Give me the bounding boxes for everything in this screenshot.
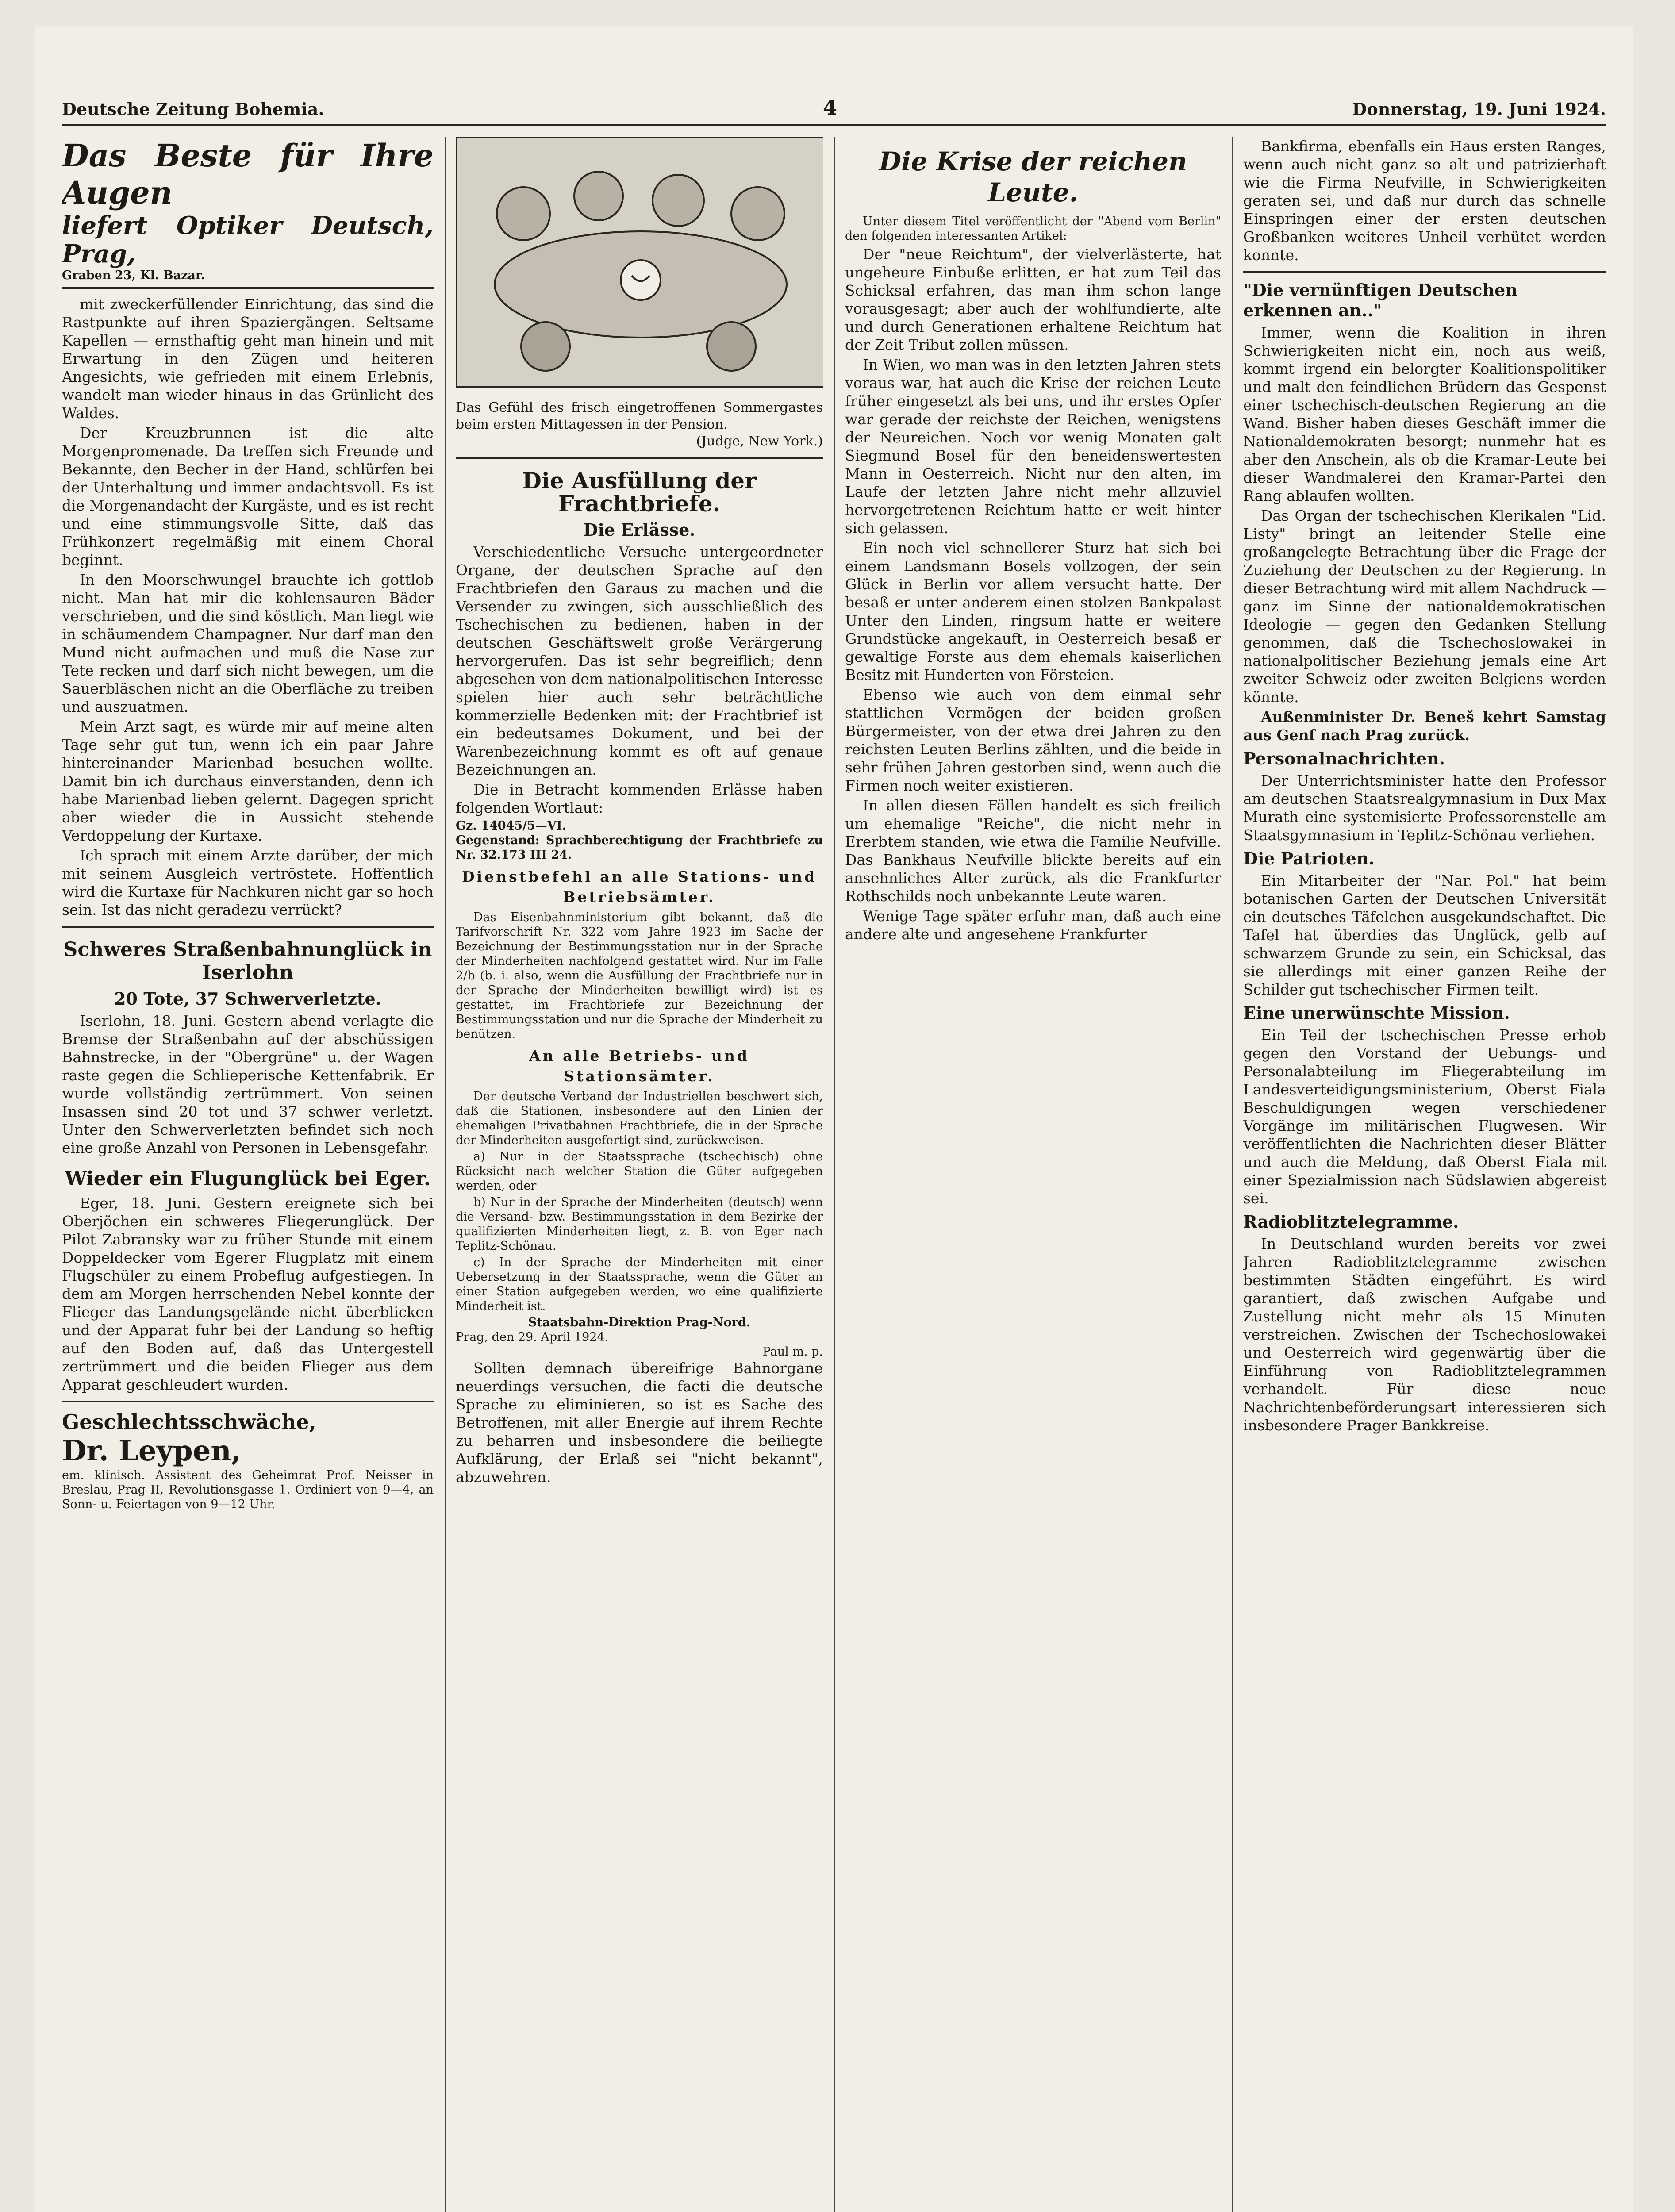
headline-crisis: Die Krise der reichen Leute. xyxy=(879,146,1187,207)
article-text: Verschiedentliche Versuche untergeordneter Organe, der deutschen Sprache auf den Frachtbriefen den Garaus zu machen und die Versender zu zwingen, sich ausschließlich des Tschechischen zu bedienen, haben in der deutschen Geschäftswelt große Verärgerung hervorgerufen. Das ist sehr begreiflich; denn abgesehen von dem nationalpolitischen Interesse spielen hier auch sehr beträchtliche kommerzielle Bedenken mit: der Frachtbrief ist ein bedeutsames Dokument, und bei der Warenbezeichnung kommt es oft auf genaue Bezeichnungen an. xyxy=(456,543,823,778)
article-text: Mein Arzt sagt, es würde mir auf meine alten Tage sehr gut tun, wenn ich ein paar Jahre hintereinander Marienbad besuchen wollte. Damit bin ich durchaus einverstanden, denn ich habe Marienbad lieben gelernt. Dagegen spricht aber wieder die in Aussicht stehende Verdoppelung der Kurtaxe. xyxy=(62,718,434,844)
article-text: Der Kreuzbrunnen ist die alte Morgenpromenade. Da treffen sich Freunde und Bekannte, den Becher in der Hand, schlürfen bei der Unterhaltung und immer andachtsvoll. Es ist die Morgenandacht der Kurgäste, und es ist recht und eine stimmungsvolle Sitte, daß das Frühkonzert regelmäßig mit einem Choral beginnt. xyxy=(62,424,434,568)
article-intro: Unter diesem Titel veröffentlicht der "Abend vom Berlin" den folgenden interessanten Artikel: xyxy=(845,215,1221,243)
page-number: 4 xyxy=(823,96,838,119)
article-text: Die in Betracht kommenden Erlässe haben folgenden Wortlaut: xyxy=(456,781,823,816)
decree-list-item: c) In der Sprache der Minderheiten mit einer Uebersetzung in der Staatssprache, wenn die Güter an einer Station aufgegeben werden, wo eine qualifizierte Minderheit ist. xyxy=(456,1256,823,1313)
article-text: Der Unterrichtsminister hatte den Professor am deutschen Staatsrealgymnasium in Dux Max Murath eine systemisierte Professorenstelle am Staatsgymnasium in Teplitz-Schönau verliehen. xyxy=(1243,772,1606,844)
ad2-text: em. klinisch. Assistent des Geheimrat Prof. Neisser in Breslau, Prag II, Revolutionsgasse 1. Ordiniert von 9—4, an Sonn- u. Feiertagen von 9—12 Uhr. xyxy=(62,1468,434,1511)
ad2-title: Geschlechtsschwäche, xyxy=(62,1410,316,1434)
cartoon-illustration xyxy=(456,137,823,388)
ad-address: Graben 23, Kl. Bazar. xyxy=(62,269,205,282)
paper-name: Deutsche Zeitung Bohemia. xyxy=(62,99,324,119)
article-text: Der "neue Reichtum", der vielverlästerte, hat ungeheure Einbuße erlitten, er hat zum Teil das Schicksal erfahren, das man ihm schon lange vorausgesagt; aber auch der wohlfundierte, alte und durch Generationen erhaltene Reichtum hat der Zeit Tribut zollen müssen. xyxy=(845,246,1221,353)
article-text: Iserlohn, 18. Juni. Gestern abend verlagte die Bremse der Straßenbahn auf der abschüssigen Bahnstrecke, in der "Obergrüne" u. der Wagen raste gegen die Schlieperische Kettenfabrik. Er wurde vollständig zertrümmert. Von seinen Insassen sind 20 tot und 37 schwer verletzt. Unter den Schwerverletzten befindet sich noch eine große Anzahl von Personen in Lebensgefahr. xyxy=(62,1012,434,1156)
cartoon-credit: (Judge, New York.) xyxy=(696,434,823,449)
subheadline-freight-letters: Die Erlässe. xyxy=(583,520,695,540)
decree-signed: Paul m. p. xyxy=(762,1345,823,1359)
article-text: In Wien, wo man was in den letzten Jahren stets voraus war, hat auch die Krise der reichen Leute früher eingesetzt als bei uns, und ihr erstes Opfer war gerade der reichste der Reichen, wenigstens der Neureichen. Noch vor wenig Monaten galt Siegmund Bosel für den beneidenswertesten Mann in Oesterreich. Nicht nur den alten, im Laufe der letzten Jahre nicht mehr allzuviel hervorgetretenen Reichtum hatte er weit hinter sich gelassen. xyxy=(845,356,1221,537)
masthead xyxy=(62,93,1606,126)
column-3 xyxy=(845,137,1221,2212)
headline-radio: Radioblitztelegramme. xyxy=(1243,1212,1459,1232)
article-text: Immer, wenn die Koalition in ihren Schwierigkeiten nicht ein, noch aus weiß, kommt irgend ein belorgter Koalitionspolitiker und malt den feindlichen Brüdern das Gespenst einer tschechisch-deutschen Regierung an die Wand. Bisher haben dieses Geschäft immer die Nationaldemokraten besorgt; nunmehr hat es aber den Anschein, als ob die Kramar-Leute bei dieser Wandmalerei den Kramar-Partei den Rang ablaufen wollten. xyxy=(1243,324,1606,504)
column-rule xyxy=(445,137,446,2212)
article-text: Das Organ der tschechischen Klerikalen "Lid. Listy" bringt an leitender Stelle eine großangelegte Betrachtung über die Frage der Zuziehung der Deutschen zu der Regierung. In dieser Betrachtung wird mit allem Nachdruck — ganz im Sinne der nationaldemokratischen Ideologie — gegen den Gedanken Stellung genommen, daß die Tschechoslowakei in nationalpolitischer Beziehung jemals eine Art zweiter Schweiz oder zweiten Belgiens werden könnte. xyxy=(1243,507,1606,706)
column-rule xyxy=(1232,137,1233,2212)
article-text: In den Moorschwungel brauchte ich gottlob nicht. Man hat mir die kohlensauren Bäder verschrieben, und die sind köstlich. Man liegt wie in schäumendem Champagner. Nur darf man den Mund nicht aufmachen und muß die Nase zur Tete recken und darf sich nicht bewegen, um die Sauerbläschen nicht an die Oberfläche zu treiben und auszuatmen. xyxy=(62,571,434,715)
decree-list-item: b) Nur in der Sprache der Minderheiten (deutsch) wenn die Versand- bzw. Bestimmungsstation in dem Bezirke der qualifizierten Minderheiten liegt, z. B. von Eger nach Teplitz-Schönau. xyxy=(456,1195,823,1253)
article-text: In allen diesen Fällen handelt es sich freilich um ehemalige "Reiche", die nicht mehr in Ererbtem standen, wie etwa die Familie Neufville. Das Bankhaus Neufville blickte bereits auf ein ansehnliches Alter zurück, als die Frankfurter Rothschilds noch unbekannte Leute waren. xyxy=(845,797,1221,905)
decree-date: Prag, den 29. April 1924. xyxy=(456,1330,609,1344)
doctor-ad xyxy=(62,1409,434,1512)
article-text: Bankfirma, ebenfalls ein Haus ersten Ranges, wenn auch nicht ganz so alt und patrizierhaft wie die Firma Neufville, in Schwierigkeiten geraten sei, und daß nur durch das schnelle Einspringen einer der ersten deutschen Großbanken weiteres Unheil verhütet werden konnte. xyxy=(1243,138,1606,264)
news-brief-benes: Außenminister Dr. Beneš kehrt Samstag aus Genf nach Prag zurück. xyxy=(1243,708,1606,744)
ad-line: liefert Optiker Deutsch, Prag, xyxy=(62,211,434,269)
column-4 xyxy=(1243,137,1606,2212)
ad-title: Das Beste für Ihre Augen xyxy=(62,137,434,211)
ad2-name: Dr. Leypen, xyxy=(62,1434,242,1467)
headline-tram-accident: Schweres Straßenbahnunglück in Iserlohn xyxy=(63,938,432,984)
decree-text: Das Eisenbahnministerium gibt bekannt, daß die Tarifvorschrift Nr. 322 vom Jahre 1923 im Sache der Bezeichnung der Bestimmungsstation nur in der Sprache der Minderheiten nachfolgend gestattet wird. Nur im Falle 2/b (b. i. also, wenn die Ausfüllung der Frachtbriefe nur in der Sprache der Minderheiten bewilligt wird) ist es gestattet, im Frachtbriefe zur Bezeichnung der Bestimmungsstation und nur die Sprache der Minderheit zu benützen. xyxy=(456,910,823,1041)
article-text: Ich sprach mit einem Arzte darüber, der mich mit seinem Ausgleich vertröstete. Hoffentlich wird die Kurtaxe für Nachkuren nicht gar so hoch sein. Ist das nicht geradezu verrückt? xyxy=(62,847,434,918)
cartoon-caption: Das Gefühl des frisch eingetroffenen Sommergastes beim ersten Mittagessen in der Pension. xyxy=(456,400,823,432)
article-text: Eger, 18. Juni. Gestern ereignete sich bei Oberjöchen ein schweres Fliegerunglück. Der Pilot Zabransky war zu früher Stunde mit einem Doppeldecker vom Egerer Flugplatz mit einem Flugschüler zu einem Probeflug aufgestiegen. In dem am Morgen herrschenden Nebel konnte der Flieger das Landungsgelände nicht überblicken und der Apparat fuhr bei der Landung so heftig auf den Boden auf, daß das Untergestell zertrümmert und die beiden Flieger aus dem Apparat geschleudert wurden. xyxy=(62,1194,434,1393)
article-text: mit zweckerfüllender Einrichtung, das sind die Rastpunkte auf ihren Spaziergängen. Seltsame Kapellen — ernsthaftig geht man hinein und mit Erwartung in den Zügen und heiteren Angesichts, wie gefrieden mit einem Erlebnis, wandelt man wieder hinaus in das Grünlicht des Waldes. xyxy=(62,296,434,422)
reference-number: Gz. 14045/5—VI. xyxy=(456,819,566,833)
article-text: Ein Mitarbeiter der "Nar. Pol." hat beim botanischen Garten der Deutschen Universität ein deutsches Täfelchen ausgekundschaftet. Die Tafel hat überdies das Unglück, gelb auf schwarzem Grunde zu sein, ein Schicksal, das sie allerdings mit einer ganzen Reihe der Schilder gut tschechischer Firmen teilt. xyxy=(1243,872,1606,998)
decree-signature-office: Staatsbahn-Direktion Prag-Nord. xyxy=(528,1316,751,1329)
article-text: Sollten demnach übereifrige Bahnorgane neuerdings versuchen, die facti die deutsche Sprache zu eliminieren, so ist es Sache des Betroffenen, mit aller Energie auf ihrem Rechte zu beharren und insbesondere die beiliegte Aufklärung, der Erlaß sei "nicht bekannt", abzuwehren. xyxy=(456,1359,823,1486)
column-rule xyxy=(834,137,835,2212)
article-text: In Deutschland wurden bereits vor zwei Jahren Radioblitztelegramme zwischen bestimmten Städten eingeführt. Es wird garantiert, daß zwischen Aufgabe und Zustellung nicht mehr als 15 Minuten verstreichen. Zwischen der Tschechoslowakei und Oesterreich wird gegenwärtig über die Einführung von Radioblitztelegrammen verhandelt. Für diese neue Nachrichtenbeförderungsart interessieren sich insbesondere Prager Bankkreise. xyxy=(1243,1235,1606,1434)
article-text: Ebenso wie auch von dem einmal sehr stattlichen Vermögen der beiden großen Bürgermeister, von der etwa drei Jahren zu den reichsten Leuten Berlins zählten, und die beide in sehr frühen Jahren gestorben sind, wenn auch die Firmen noch weiter existieren. xyxy=(845,686,1221,794)
headline-personal: Personalnachrichten. xyxy=(1243,749,1445,768)
column-1 xyxy=(62,137,434,2212)
decree-text: Der deutsche Verband der Industriellen beschwert sich, daß die Stationen, insbesondere auf den Linien der ehemaligen Privatbahnen Frachtbriefe, die in der Sprache der Minderheiten ausgefertigt sind, zurückweisen. xyxy=(456,1090,823,1147)
article-text: Wenige Tage später erfuhr man, daß auch eine andere alte und angesehene Frankfurter xyxy=(845,907,1221,943)
headline-patriots: Die Patrioten. xyxy=(1243,849,1375,868)
decree-heading: An alle Betriebs- und Stationsämter. xyxy=(529,1047,749,1085)
article-text: Ein Teil der tschechischen Presse erhob gegen den Vorstand der Uebungs- und Personalabteilung im Fliegerabteilung im Landesverteidigungsministerium, Oberst Fiala Beschuldigungen wegen verschiedener Vorgänge im militärischen Flugwesen. Wir veröffentlichten die Nachrichten dieser Blätter und auch die Meldung, daß Oberst Fiala mit einer Spezialmission nach Südslawien abgereist sei. xyxy=(1243,1026,1606,1207)
decree-heading: Dienstbefehl an alle Stations- und Betriebsämter. xyxy=(461,868,817,906)
headline-mission: Eine unerwünschte Mission. xyxy=(1243,1003,1510,1023)
optician-ad xyxy=(62,137,434,289)
newspaper-page xyxy=(35,27,1633,2212)
subheadline-tram-accident: 20 Tote, 37 Schwerverletzte. xyxy=(114,989,381,1009)
column-2 xyxy=(456,137,823,2212)
reference-subject: Gegenstand: Sprachberechtigung der Frachtbriefe zu Nr. 32.173 III 24. xyxy=(456,833,823,862)
issue-date: Donnerstag, 19. Juni 1924. xyxy=(1352,99,1606,119)
headline-freight-letters: Die Ausfüllung der Frachtbriefe. xyxy=(522,468,757,517)
article-text: Ein noch viel schnellerer Sturz hat sich bei einem Landsmann Bosels vollzogen, der sein Glück in Berlin vor allem versucht hatte. Der besaß er unter anderem einen stolzen Bankpalast Unter den Linden, ringsum hatte er weitere Grundstücke angekauft, in Oesterreich besaß er gewaltige Forste aus dem ehemals kaiserlichen Besitz mit Hunderten von Försteien. xyxy=(845,539,1221,684)
decree-list-item: a) Nur in der Staatssprache (tschechisch) ohne Rücksicht nach welcher Station die Güter aufgegeben werden, oder xyxy=(456,1150,823,1193)
headline-plane-accident: Wieder ein Flugunglück bei Eger. xyxy=(65,1167,431,1190)
headline-quote: "Die vernünftigen Deutschen erkennen an.." xyxy=(1243,280,1517,320)
